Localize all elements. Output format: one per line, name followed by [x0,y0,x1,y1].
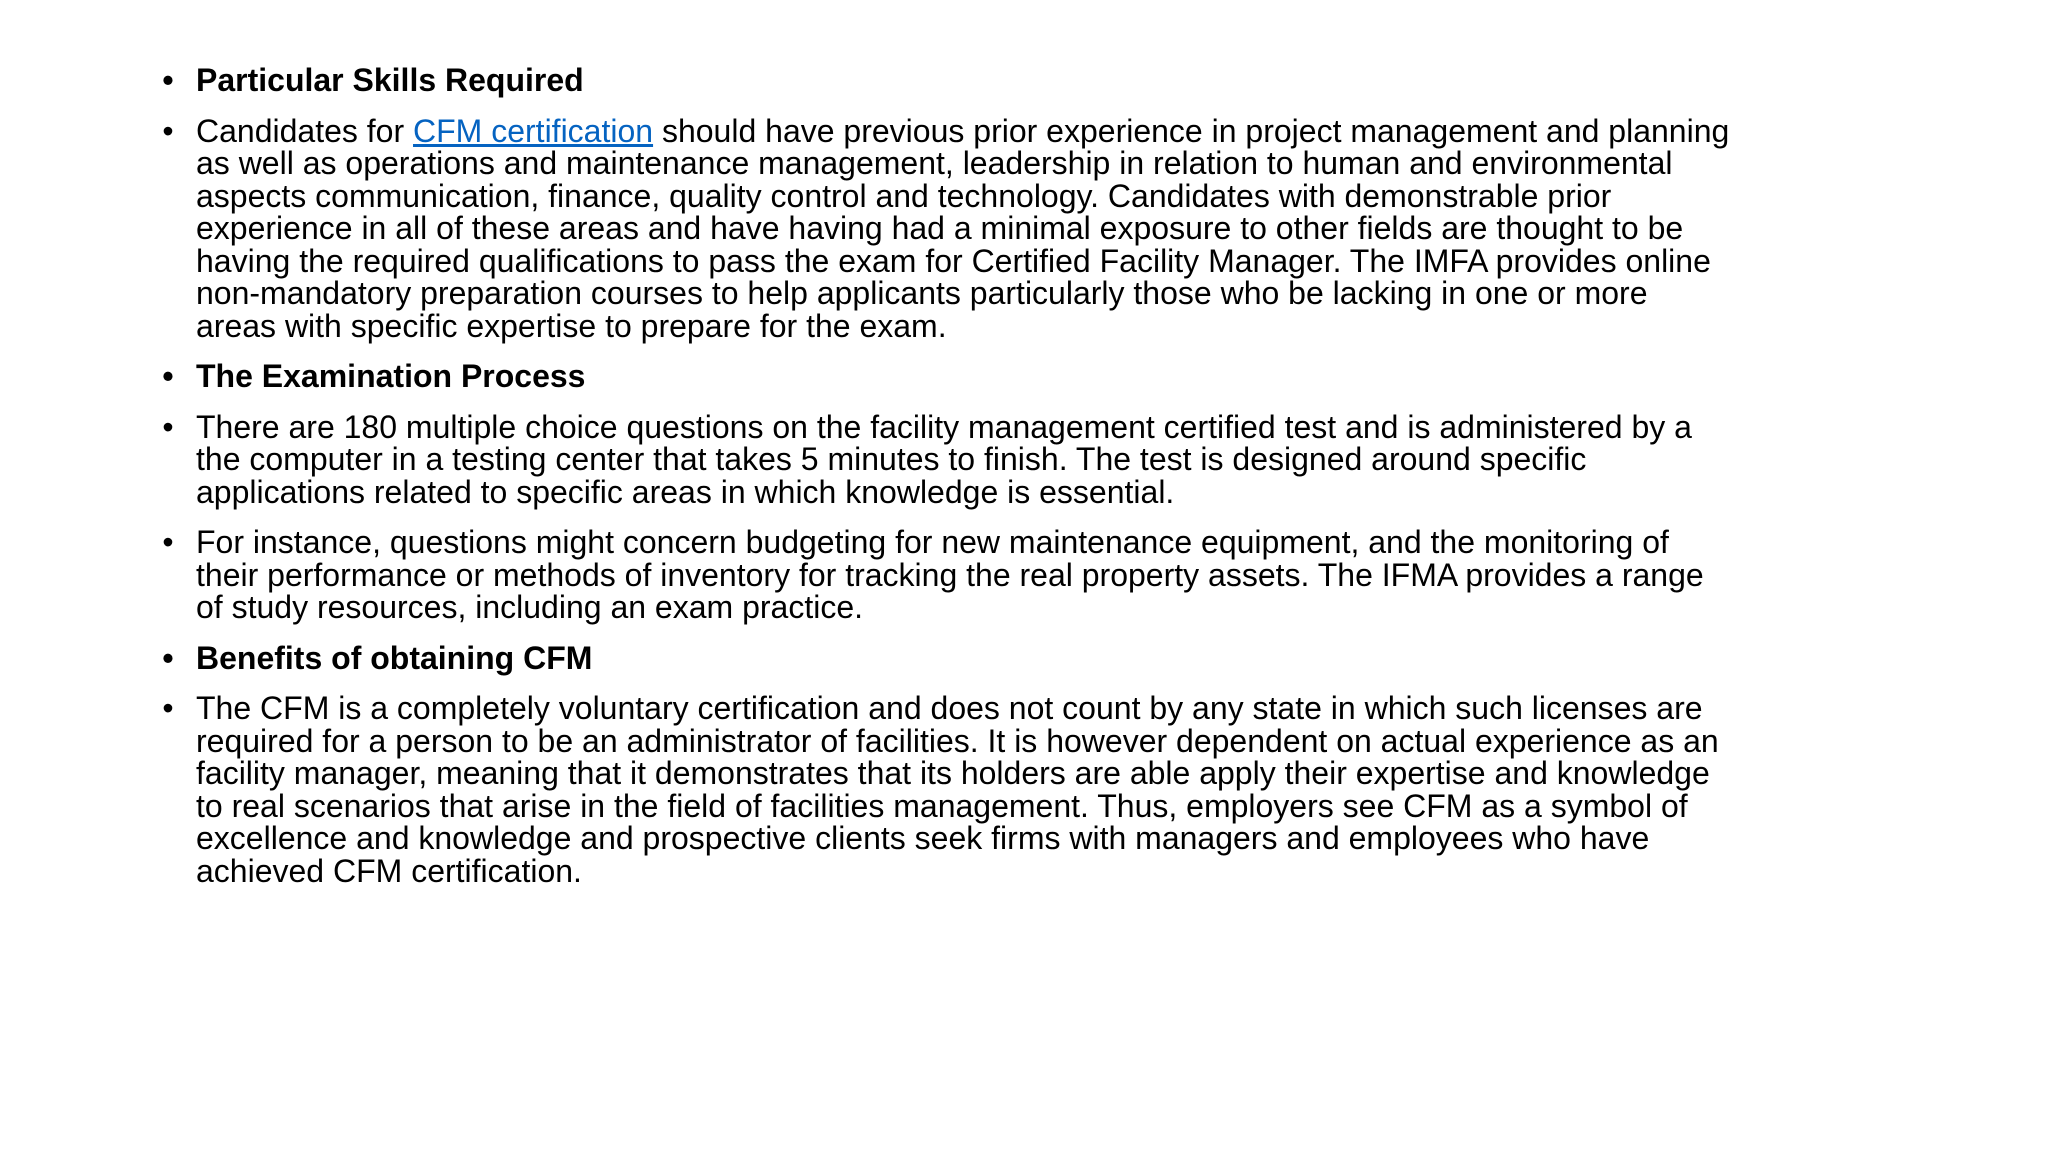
paragraph-line: experience in all of these areas and have having had a minimal exposure to other fields are thought to be [196,210,1684,246]
bullet-marker: • [162,690,174,726]
text-segment: should have previous prior experience in project management and planning [653,112,1730,149]
paragraph-line: There are 180 multiple choice questions on the facility management certified test and is administered by a [196,408,1692,445]
paragraph-line: the computer in a testing center that takes 5 minutes to finish. The test is designed around specific [196,441,1587,477]
bullet-marker: • [162,408,174,445]
bullet-paragraph-voluntary [158,692,1918,887]
bullet-paragraph-instance [158,526,1918,624]
paragraph-line: their performance or methods of inventory for tracking the real property assets. The IFMA provides a range [196,556,1704,593]
text-segment: Candidates for [196,112,414,149]
bullet-heading-benefits [158,639,1918,676]
paragraph-line: required for a person to be an administrator of facilities. It is however dependent on actual experience as an [196,722,1719,759]
cfm-certification-link[interactable]: CFM certification [413,112,654,149]
bullet-paragraph-candidates [158,112,1918,344]
bullet-heading-examination [158,360,1918,393]
paragraph-line: applications related to specific areas in which knowledge is essential. [196,473,1175,510]
bullet-marker: • [162,639,174,676]
bullet-list [158,64,1918,905]
paragraph-line [196,112,1918,149]
paragraph-line: facility manager, meaning that it demonstrates that its holders are able apply their expertise and knowledge [196,755,1710,791]
heading-text: Benefits of obtaining CFM [196,639,593,676]
paragraph-line: achieved CFM certification. [196,852,582,889]
heading-text: The Examination Process [196,358,586,394]
paragraph-line: to real scenarios that arise in the field of facilities management. Thus, employers see CFM as a symbol of [196,787,1688,824]
bullet-marker: • [162,358,174,394]
bullet-marker: • [162,112,174,149]
paragraph-line: excellence and knowledge and prospective clients seek firms with managers and employees who have [196,820,1650,856]
bullet-paragraph-questions [158,408,1918,510]
bullet-heading-skills [158,64,1918,97]
paragraph-line: having the required qualifications to pass the exam for Certified Facility Manager. The IMFA provides online [196,242,1711,279]
paragraph-line: aspects communication, finance, quality control and technology. Candidates with demonstrable prior [196,177,1612,214]
paragraph-line: non-mandatory preparation courses to help applicants particularly those who be lacking in one or more [196,275,1648,311]
bullet-marker: • [162,62,174,98]
paragraph-line: For instance, questions might concern budgeting for new maintenance equipment, and the monitoring of [196,524,1669,560]
paragraph-line: of study resources, including an exam practice. [196,589,863,625]
paragraph-line: areas with specific expertise to prepare for the exam. [196,307,947,344]
bullet-marker: • [162,524,174,560]
paragraph-line: The CFM is a completely voluntary certification and does not count by any state in which such licenses are [196,690,1703,726]
paragraph-line: as well as operations and maintenance management, leadership in relation to human and environmental [196,145,1673,181]
heading-text: Particular Skills Required [196,62,584,98]
